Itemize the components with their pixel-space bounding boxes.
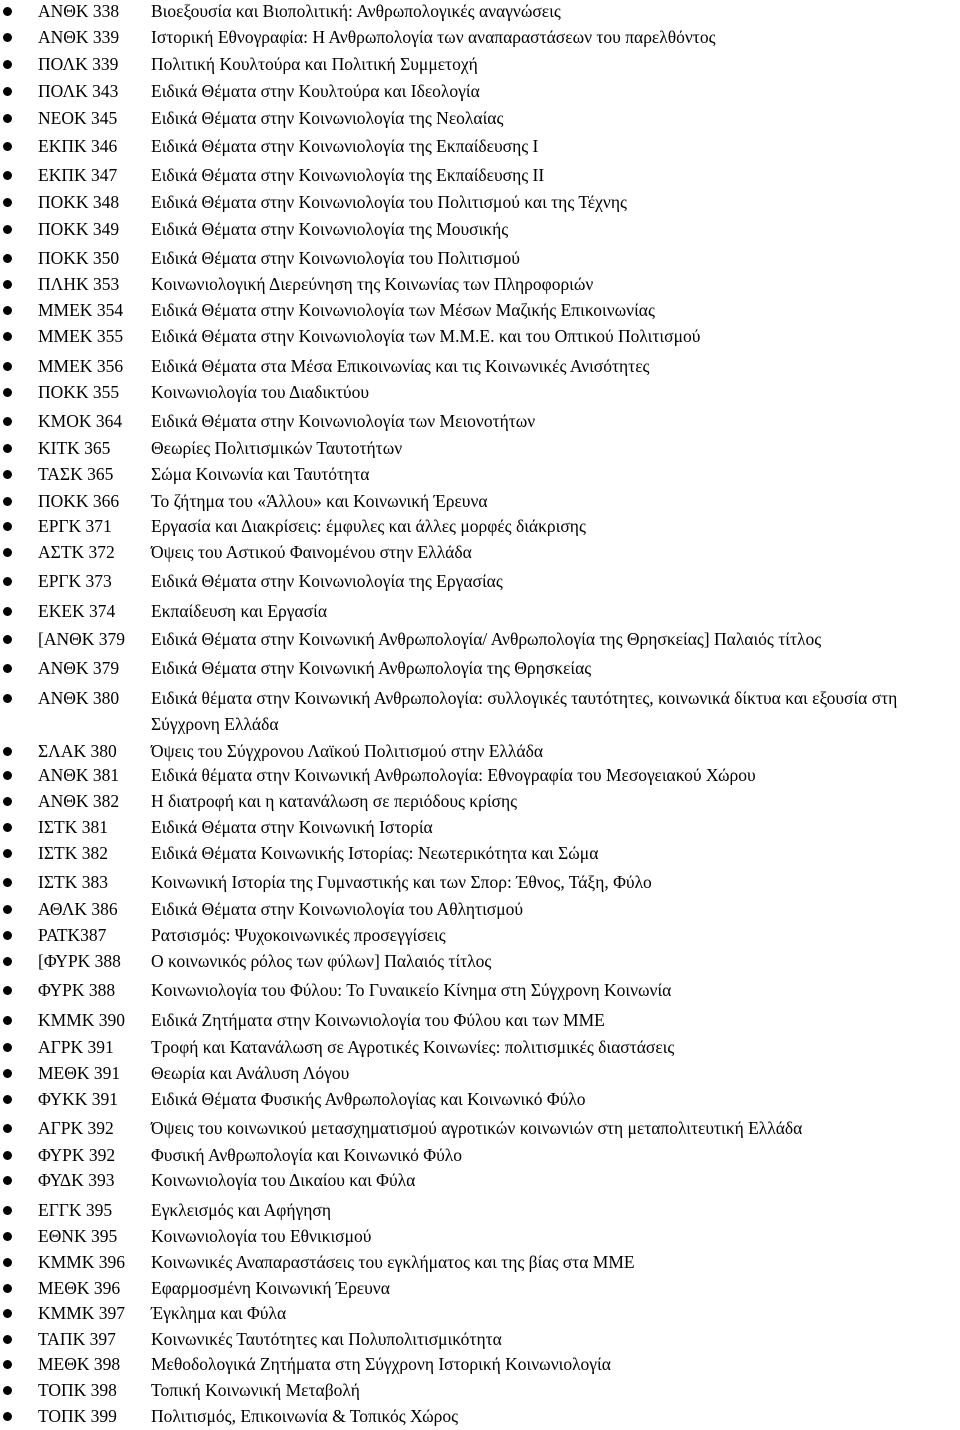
bullet-icon [3, 388, 12, 397]
bullet-icon [3, 1206, 12, 1215]
course-code: ΠΛΗΚ 353 [38, 274, 120, 294]
course-title: Εργασία και Διακρίσεις: έμφυλες και άλλες μορφές διάκρισης [151, 516, 586, 536]
course-title: Ειδικά Θέματα Φυσικής Ανθρωπολογίας και Κοινωνικό Φύλο [151, 1089, 586, 1109]
course-title: Εκπαίδευση και Εργασία [151, 601, 327, 621]
course-title: Μεθοδολογικά Ζητήματα στη Σύγχρονη Ιστορική Κοινωνιολογία [151, 1354, 611, 1374]
bullet-icon [3, 1284, 12, 1293]
course-code: ΚΜΜΚ 396 [38, 1252, 126, 1272]
course-title: Ειδικά Θέματα στην Κοινωνιολογία της Νεολαίας [151, 108, 504, 128]
bullet-icon [3, 1043, 12, 1052]
course-code: ΚΜΟΚ 364 [38, 411, 123, 431]
bullet-icon [3, 87, 12, 96]
course-title: Ειδικά Θέματα στην Κοινωνιολογία των Μειονοτήτων [151, 411, 536, 431]
course-code: ΙΣΤΚ 381 [38, 817, 108, 837]
course-code: ΠΟΛΚ 343 [38, 81, 119, 101]
course-code: ΕΡΓΚ 373 [38, 571, 112, 591]
course-code: [ΑΝΘΚ 379 [38, 629, 126, 649]
course-code: ΠΟΚΚ 349 [38, 219, 120, 239]
bullet-icon [3, 198, 12, 207]
course-code: ΕΓΓΚ 395 [38, 1200, 113, 1220]
course-code: ΚΜΜΚ 397 [38, 1303, 126, 1323]
course-title: Κοινωνιολογική Διερεύνηση της Κοινωνίας των Πληροφοριών [151, 274, 594, 294]
bullet-icon [3, 1360, 12, 1369]
bullet-icon [3, 635, 12, 644]
course-title: Πολιτισμός, Επικοινωνία & Τοπικός Χώρος [151, 1406, 459, 1426]
course-title: Ειδικά Θέματα στην Κοινωνική Ανθρωπολογία/ Ανθρωπολογία της Θρησκείας] Παλαιός τίτλος [151, 629, 822, 649]
course-code: [ΦΥΡΚ 388 [38, 951, 121, 971]
course-title: Κοινωνικές Ταυτότητες και Πολυπολιτισμικότητα [151, 1329, 502, 1349]
course-code: ΑΝΘΚ 380 [38, 688, 120, 708]
bullet-icon [3, 1069, 12, 1078]
course-code: ΦΥΚΚ 391 [38, 1089, 119, 1109]
course-code: ΚΙΤΚ 365 [38, 438, 111, 458]
course-code: ΙΣΤΚ 383 [38, 872, 108, 892]
course-title: Έγκλημα και Φύλα [151, 1303, 287, 1323]
bullet-icon [3, 1309, 12, 1318]
course-code: ΠΟΛΚ 339 [38, 54, 119, 74]
bullet-icon [3, 417, 12, 426]
bullet-icon [3, 849, 12, 858]
course-title: Η διατροφή και η κατανάλωση σε περιόδους κρίσης [151, 791, 518, 811]
course-title: Θεωρία και Ανάλυση Λόγου [151, 1063, 350, 1083]
course-code: ΑΝΘΚ 338 [38, 1, 120, 21]
bullet-icon [3, 986, 12, 995]
course-code: ΦΥΡΚ 392 [38, 1145, 116, 1165]
course-code: ΑΣΤΚ 372 [38, 542, 115, 562]
course-title: Εφαρμοσμένη Κοινωνική Έρευνα [151, 1278, 390, 1298]
course-code: ΜΕΘΚ 396 [38, 1278, 121, 1298]
bullet-icon [3, 1124, 12, 1133]
bullet-icon [3, 171, 12, 180]
course-title: Ιστορική Εθνογραφία: Η Ανθρωπολογία των αναπαραστάσεων του παρελθόντος [151, 27, 716, 47]
bullet-icon [3, 306, 12, 315]
course-title: Ειδικά θέματα στην Κοινωνική Ανθρωπολογία: Εθνογραφία του Μεσογειακού Χώρου [151, 765, 756, 785]
bullet-icon [3, 1016, 12, 1025]
course-code: ΕΘΝΚ 395 [38, 1226, 118, 1246]
course-title: Ειδικά Θέματα στην Κοινωνιολογία της Εκπαίδευσης Ι [151, 136, 539, 156]
course-code: ΕΚΠΚ 347 [38, 165, 118, 185]
course-title: Ειδικά Θέματα στην Κοινωνιολογία του Αθλητισμού [151, 899, 524, 919]
bullet-icon [3, 497, 12, 506]
course-title: Εγκλεισμός και Αφήγηση [151, 1200, 331, 1220]
course-title: Ειδικά Θέματα στην Κοινωνική Ανθρωπολογία της Θρησκείας [151, 658, 592, 678]
course-code: ΦΥΔΚ 393 [38, 1170, 115, 1190]
course-title: Τροφή και Κατανάλωση σε Αγροτικές Κοινωνίες: πολιτισμικές διαστάσεις [151, 1037, 675, 1057]
course-title: Το ζήτημα του «Άλλου» και Κοινωνική Έρευνα [151, 491, 488, 511]
course-code: ΜΜΕΚ 355 [38, 326, 124, 346]
bullet-icon [3, 797, 12, 806]
course-title: Όψεις του κοινωνικού μετασχηματισμού αγροτικών κοινωνιών στη μεταπολιτευτική Ελλάδα [151, 1118, 803, 1138]
course-code: ΑΓΡΚ 392 [38, 1118, 114, 1138]
course-title: Βιοεξουσία και Βιοπολιτική: Ανθρωπολογικές αναγνώσεις [151, 1, 561, 21]
bullet-icon [3, 470, 12, 479]
course-title: Ειδικά Θέματα στην Κοινωνιολογία της Εκπαίδευσης ΙΙ [151, 165, 545, 185]
bullet-icon [3, 362, 12, 371]
bullet-icon [3, 1258, 12, 1267]
course-title: Κοινωνικές Αναπαραστάσεις του εγκλήματος και της βίας στα ΜΜΕ [151, 1252, 635, 1272]
course-title: Ειδικά θέματα στην Κοινωνική Ανθρωπολογία: συλλογικές ταυτότητες, κοινωνικά δίκτυα και εξουσία στη Σύγχρονη Ελλάδα [151, 688, 898, 734]
course-title: Σώμα Κοινωνία και Ταυτότητα [151, 464, 370, 484]
bullet-icon [3, 747, 12, 756]
course-code: ΕΚΕΚ 374 [38, 601, 116, 621]
course-title: Κοινωνική Ιστορία της Γυμναστικής και των Σπορ: Έθνος, Τάξη, Φύλο [151, 872, 652, 892]
course-title: Ειδικά Ζητήματα στην Κοινωνιολογία του Φύλου και των ΜΜΕ [151, 1010, 605, 1030]
course-title: Ειδικά Θέματα στα Μέσα Επικοινωνίας και τις Κοινωνικές Ανισότητες [151, 356, 650, 376]
bullet-icon [3, 522, 12, 531]
bullet-icon [3, 1412, 12, 1421]
course-code: ΜΜΕΚ 356 [38, 356, 124, 376]
bullet-icon [3, 957, 12, 966]
course-code: ΠΟΚΚ 350 [38, 248, 120, 268]
course-title: Κοινωνιολογία του Διαδικτύου [151, 382, 369, 402]
course-code: ΜΜΕΚ 354 [38, 300, 124, 320]
bullet-icon [3, 1232, 12, 1241]
course-code: ΝΕΟΚ 345 [38, 108, 118, 128]
course-title: Ειδικά Θέματα στην Κοινωνική Ιστορία [151, 817, 433, 837]
bullet-icon [3, 1095, 12, 1104]
bullet-icon [3, 254, 12, 263]
bullet-icon [3, 1386, 12, 1395]
course-title: Κοινωνιολογία του Φύλου: Το Γυναικείο Κίνημα στη Σύγχρονη Κοινωνία [151, 980, 672, 1000]
bullet-icon [3, 548, 12, 557]
bullet-icon [3, 931, 12, 940]
course-code: ΤΟΠΚ 398 [38, 1380, 117, 1400]
bullet-icon [3, 823, 12, 832]
bullet-icon [3, 444, 12, 453]
bullet-icon [3, 694, 12, 703]
bullet-icon [3, 332, 12, 341]
course-title: Ειδικά Θέματα Κοινωνικής Ιστορίας: Νεωτερικότητα και Σώμα [151, 843, 599, 863]
bullet-icon [3, 577, 12, 586]
course-code: ΠΟΚΚ 366 [38, 491, 120, 511]
course-title: Τοπική Κοινωνική Μεταβολή [151, 1380, 360, 1400]
bullet-icon [3, 60, 12, 69]
course-code: ΕΚΠΚ 346 [38, 136, 118, 156]
course-code: ΑΓΡΚ 391 [38, 1037, 114, 1057]
course-code: ΠΟΚΚ 355 [38, 382, 120, 402]
course-code: ΑΝΘΚ 382 [38, 791, 120, 811]
course-code: ΤΟΠΚ 399 [38, 1406, 117, 1426]
course-title: Ειδικά Θέματα στην Κοινωνιολογία του Πολιτισμού [151, 248, 520, 268]
course-title: Θεωρίες Πολιτισμικών Ταυτοτήτων [151, 438, 403, 458]
course-title: Κοινωνιολογία του Δικαίου και Φύλα [151, 1170, 416, 1190]
course-title: Ειδικά Θέματα στην Κοινωνιολογία της Εργασίας [151, 571, 503, 591]
bullet-icon [3, 771, 12, 780]
course-code: ΤΑΠΚ 397 [38, 1329, 116, 1349]
bullet-icon [3, 905, 12, 914]
bullet-icon [3, 1335, 12, 1344]
course-code: ΜΕΘΚ 398 [38, 1354, 121, 1374]
course-title: Ειδικά Θέματα στην Κοινωνιολογία της Μουσικής [151, 219, 509, 239]
course-title: Πολιτική Κουλτούρα και Πολιτική Συμμετοχή [151, 54, 478, 74]
course-code: ΡΑΤΚ387 [38, 925, 107, 945]
course-code: ΑΝΘΚ 379 [38, 658, 120, 678]
course-code: ΜΕΘΚ 391 [38, 1063, 121, 1083]
course-title: Ρατσισμός: Ψυχοκοινωνικές προσεγγίσεις [151, 925, 446, 945]
course-code: ΦΥΡΚ 388 [38, 980, 116, 1000]
bullet-icon [3, 1176, 12, 1185]
bullet-icon [3, 1151, 12, 1160]
course-title: Όψεις του Σύγχρονου Λαϊκού Πολιτισμού στην Ελλάδα [151, 741, 543, 761]
course-title: Ειδικά Θέματα στην Κοινωνιολογία των Μ.Μ.Ε. και του Οπτικού Πολιτισμού [151, 326, 701, 346]
bullet-icon [3, 33, 12, 42]
course-title: Ειδικά Θέματα στην Κοινωνιολογία των Μέσων Μαζικής Επικοινωνίας [151, 300, 655, 320]
bullet-icon [3, 142, 12, 151]
course-code: ΑΘΛΚ 386 [38, 899, 118, 919]
course-code: ΣΛΑΚ 380 [38, 741, 117, 761]
bullet-icon [3, 878, 12, 887]
course-title: Κοινωνιολογία του Εθνικισμού [151, 1226, 372, 1246]
bullet-icon [3, 607, 12, 616]
course-code: ΕΡΓΚ 371 [38, 516, 112, 536]
bullet-icon [3, 225, 12, 234]
course-code: ΙΣΤΚ 382 [38, 843, 108, 863]
course-title: Φυσική Ανθρωπολογία και Κοινωνικό Φύλο [151, 1145, 462, 1165]
course-title: Ο κοινωνικός ρόλος των φύλων] Παλαιός τίτλος [151, 951, 492, 971]
course-code: ΤΑΣΚ 365 [38, 464, 114, 484]
course-code: ΑΝΘΚ 339 [38, 27, 120, 47]
course-code: ΑΝΘΚ 381 [38, 765, 120, 785]
course-title: Ειδικά Θέματα στην Κοινωνιολογία του Πολιτισμού και της Τέχνης [151, 192, 627, 212]
course-code: ΚΜΜΚ 390 [38, 1010, 126, 1030]
bullet-icon [3, 114, 12, 123]
bullet-icon [3, 7, 12, 16]
course-title: Ειδικά Θέματα στην Κουλτούρα και Ιδεολογία [151, 81, 480, 101]
course-title: Όψεις του Αστικού Φαινομένου στην Ελλάδα [151, 542, 472, 562]
course-code: ΠΟΚΚ 348 [38, 192, 120, 212]
bullet-icon [3, 664, 12, 673]
bullet-icon [3, 280, 12, 289]
